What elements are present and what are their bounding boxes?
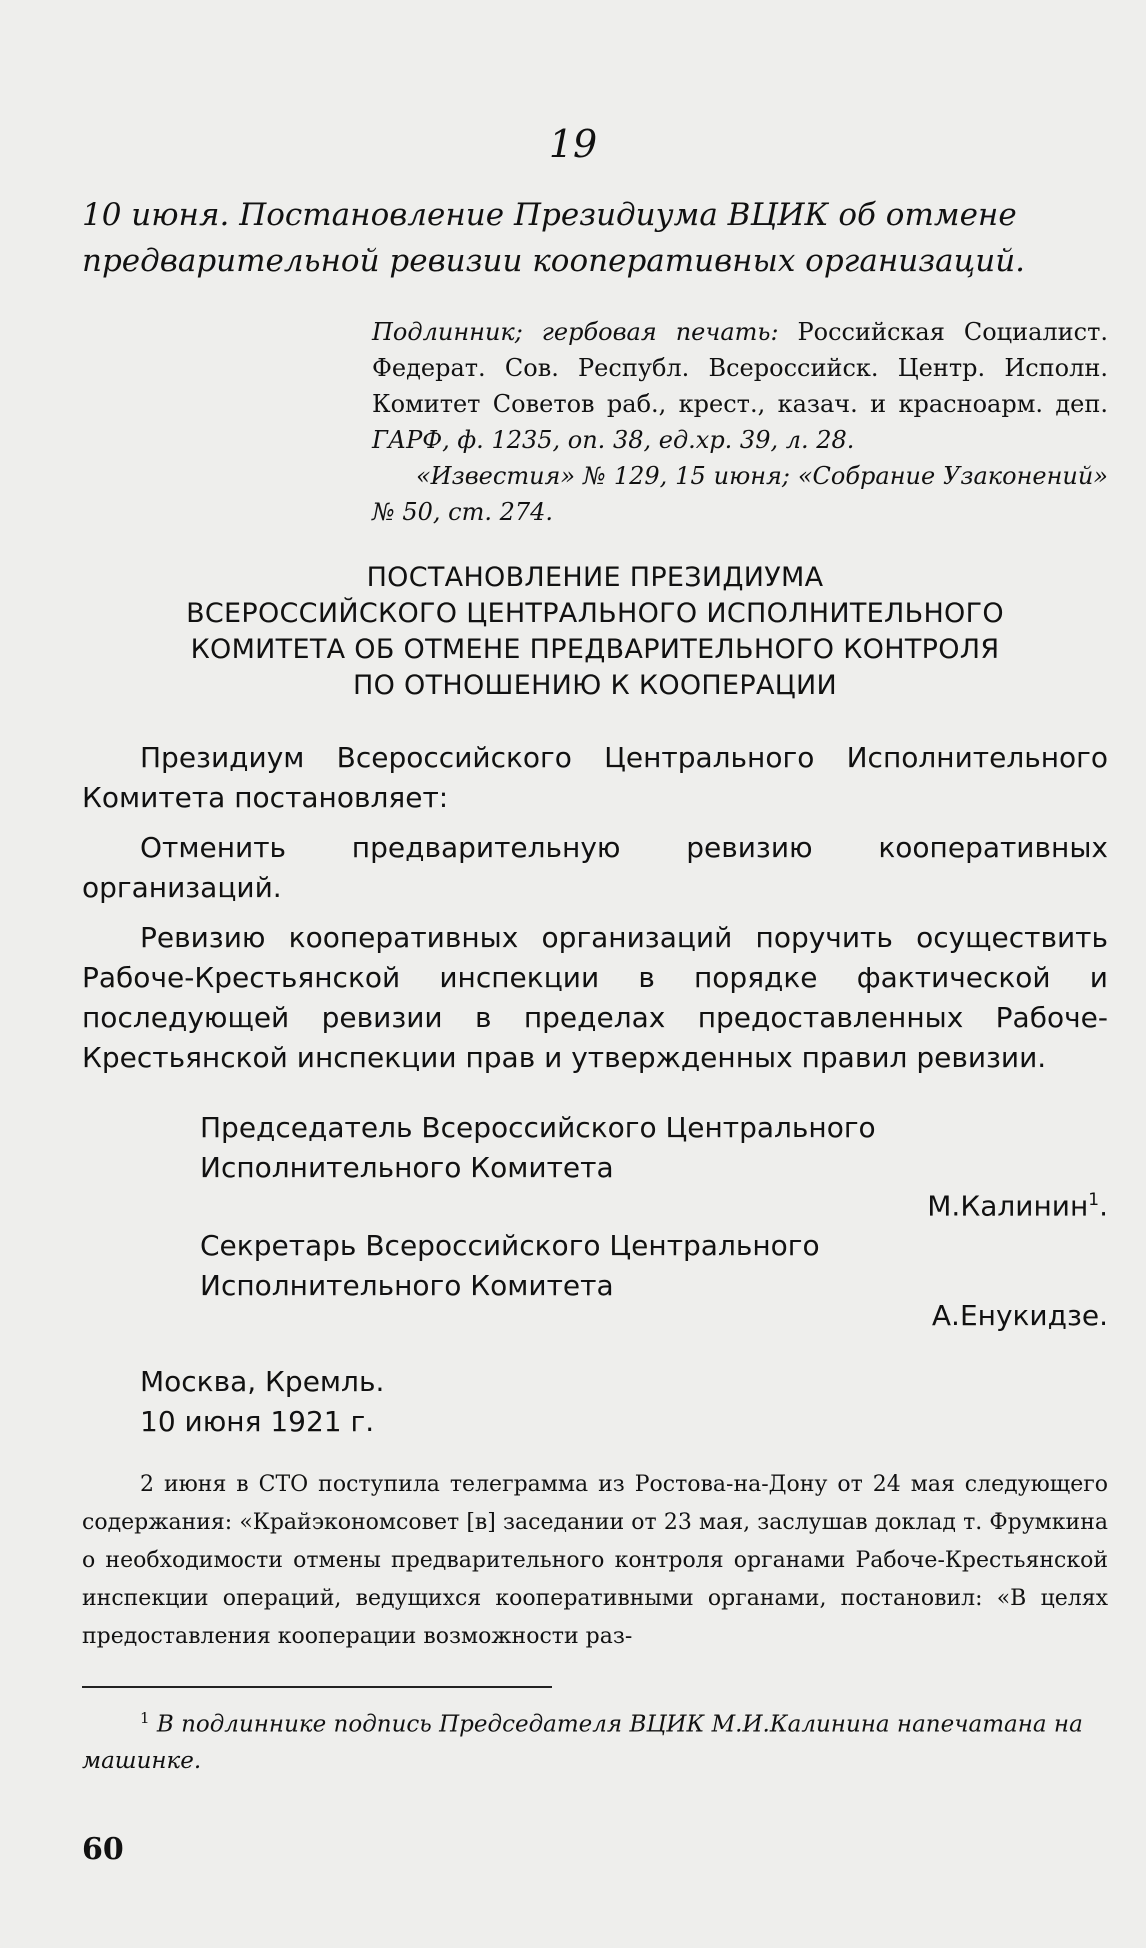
date-line: 10 июня 1921 г. [140,1405,375,1438]
source-archive-ref: ГАРФ, ф. 1235, оп. 38, ед.хр. 39, л. 28. [372,426,855,454]
footnote-text: В подлиннике подпись Председателя ВЦИК М.И.Калинина напечатана на машинке. [82,1711,1083,1774]
chairman-title [200,1108,900,1188]
chairman-signature [927,1180,1108,1226]
secretary-title-line: Исполнительного Комитета [200,1269,614,1302]
decree-title-line: КОМИТЕТА ОБ ОТМЕНЕ ПРЕДВАРИТЕЛЬНОГО КОНТРОЛЯ [190,634,1000,665]
editorial-note: 2 июня в СТО поступила телеграмма из Ростова-на-Дону от 24 мая следующего содержания: «Крайэкономсовет [в] заседании от 23 мая, заслушав доклад т. Фрумкина о необходимости отмены предварительного контроля органами Рабоче-Крестьянской инспекции операций, ведущихся кооперативными органами, постановил: «В целях предоставления кооперации возможности раз- [82,1472,1108,1649]
footnote-divider [82,1686,552,1688]
decree-title-line: ВСЕРОССИЙСКОГО ЦЕНТРАЛЬНОГО ИСПОЛНИТЕЛЬНОГО [186,598,1004,629]
secretary-signature: А.Енукидзе. [931,1299,1108,1332]
page-number: 60 [82,1832,124,1867]
chairman-title-line: Исполнительного Комитета [200,1151,614,1184]
secretary-title-line: Секретарь Всероссийского Центрального [200,1229,820,1262]
document-number: 19 [548,122,598,166]
footnote-mark: 1 [140,1709,150,1727]
place-line: Москва, Кремль. [140,1365,385,1398]
document-heading: 10 июня. Постановление Президиума ВЦИК об отмене предварительной ревизии кооперативных организаций. [82,197,1026,279]
paragraph-preamble: Президиум Всероссийского Центрального Исполнительного Комитета постановляет: [82,741,1108,814]
paragraph-resolution-1: Отменить предварительную ревизию кооперативных организаций. [82,831,1108,904]
footnote [82,1700,1108,1779]
decree-title-line: ПО ОТНОШЕНИЮ К КООПЕРАЦИИ [353,670,837,701]
chairman-trailing: . [1099,1189,1108,1223]
source-publication: «Известия» № 129, 15 июня; «Собрание Узаконений» № 50, ст. 274. [372,462,1108,526]
footnote-reference: 1 [1088,1190,1100,1210]
decree-title [82,560,1108,704]
source-note [372,314,1108,530]
paragraph-resolution-2: Ревизию кооперативных организаций поручить осуществить Рабоче-Крестьянской инспекции в порядке фактической и последующей ревизии в пределах предоставленных Рабоче-Крестьянской инспекции прав и утвержденных правил ревизии. [82,921,1108,1074]
chairman-name: М.Калинин [927,1189,1089,1223]
source-original-text: Российская Социалист. Федерат. Сов. Республ. Всероссийск. Центр. Исполн. Комитет Советов раб., крест., казач. и красноарм. деп. [372,318,1108,418]
secretary-title [200,1226,900,1306]
chairman-title-line: Председатель Всероссийского Центрального [200,1111,876,1144]
decree-title-line: ПОСТАНОВЛЕНИЕ ПРЕЗИДИУМА [366,562,824,593]
source-original-label: Подлинник; гербовая печать: [372,318,779,346]
